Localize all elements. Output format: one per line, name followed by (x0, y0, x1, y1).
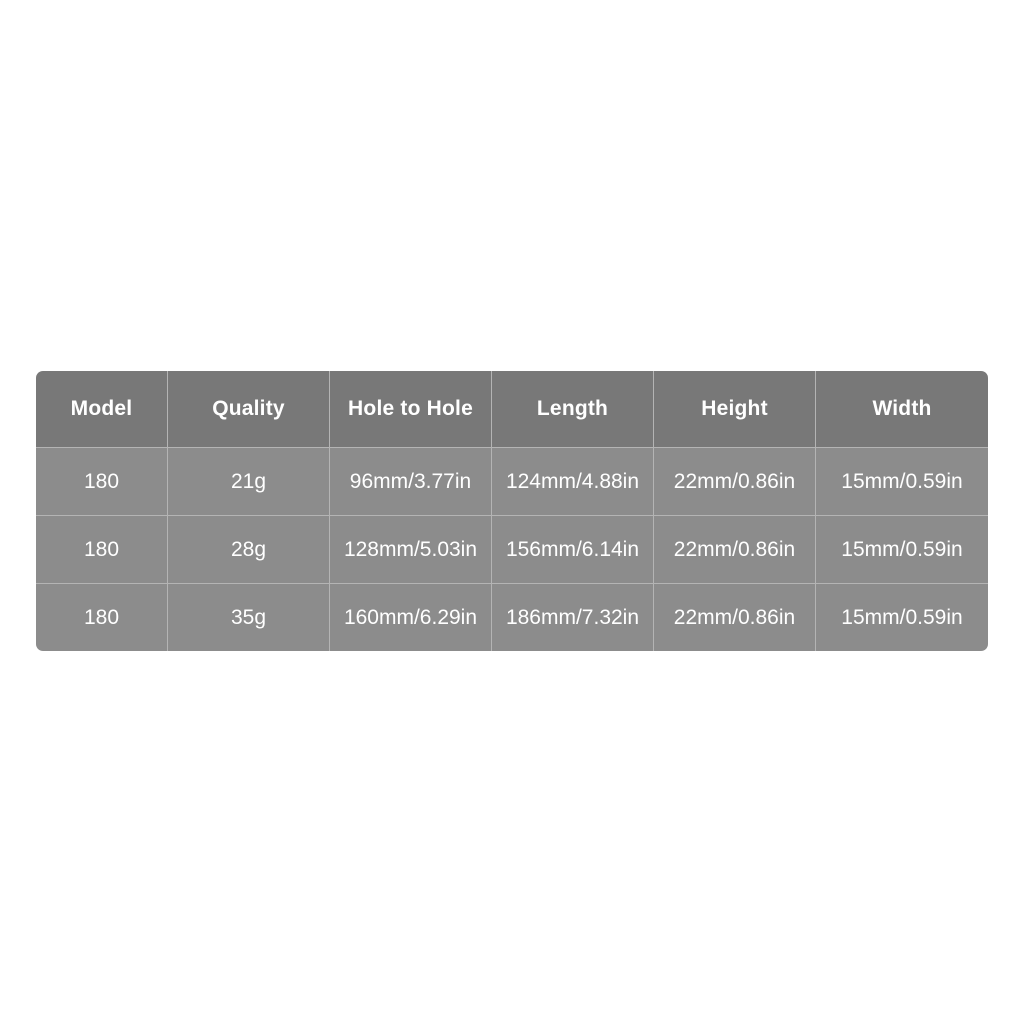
column-header-length: Length (492, 371, 654, 448)
cell-quality: 35g (168, 584, 330, 651)
cell-hole-to-hole: 160mm/6.29in (330, 584, 492, 651)
cell-width: 15mm/0.59in (816, 448, 988, 516)
column-header-width: Width (816, 371, 988, 448)
cell-hole-to-hole: 96mm/3.77in (330, 448, 492, 516)
cell-hole-to-hole: 128mm/5.03in (330, 516, 492, 584)
cell-length: 156mm/6.14in (492, 516, 654, 584)
cell-height: 22mm/0.86in (654, 584, 816, 651)
column-header-quality: Quality (168, 371, 330, 448)
cell-length: 124mm/4.88in (492, 448, 654, 516)
cell-height: 22mm/0.86in (654, 448, 816, 516)
cell-model: 180 (36, 448, 168, 516)
cell-width: 15mm/0.59in (816, 516, 988, 584)
table-row (36, 448, 988, 516)
table-row (36, 584, 988, 651)
specification-table-container (36, 371, 988, 651)
table-header (36, 371, 988, 448)
cell-width: 15mm/0.59in (816, 584, 988, 651)
cell-length: 186mm/7.32in (492, 584, 654, 651)
cell-height: 22mm/0.86in (654, 516, 816, 584)
cell-quality: 21g (168, 448, 330, 516)
table-header-row (36, 371, 988, 448)
table-row (36, 516, 988, 584)
column-header-hole-to-hole: Hole to Hole (330, 371, 492, 448)
cell-model: 180 (36, 516, 168, 584)
column-header-model: Model (36, 371, 168, 448)
cell-quality: 28g (168, 516, 330, 584)
cell-model: 180 (36, 584, 168, 651)
table-body (36, 448, 988, 651)
column-header-height: Height (654, 371, 816, 448)
specification-table (36, 371, 988, 651)
